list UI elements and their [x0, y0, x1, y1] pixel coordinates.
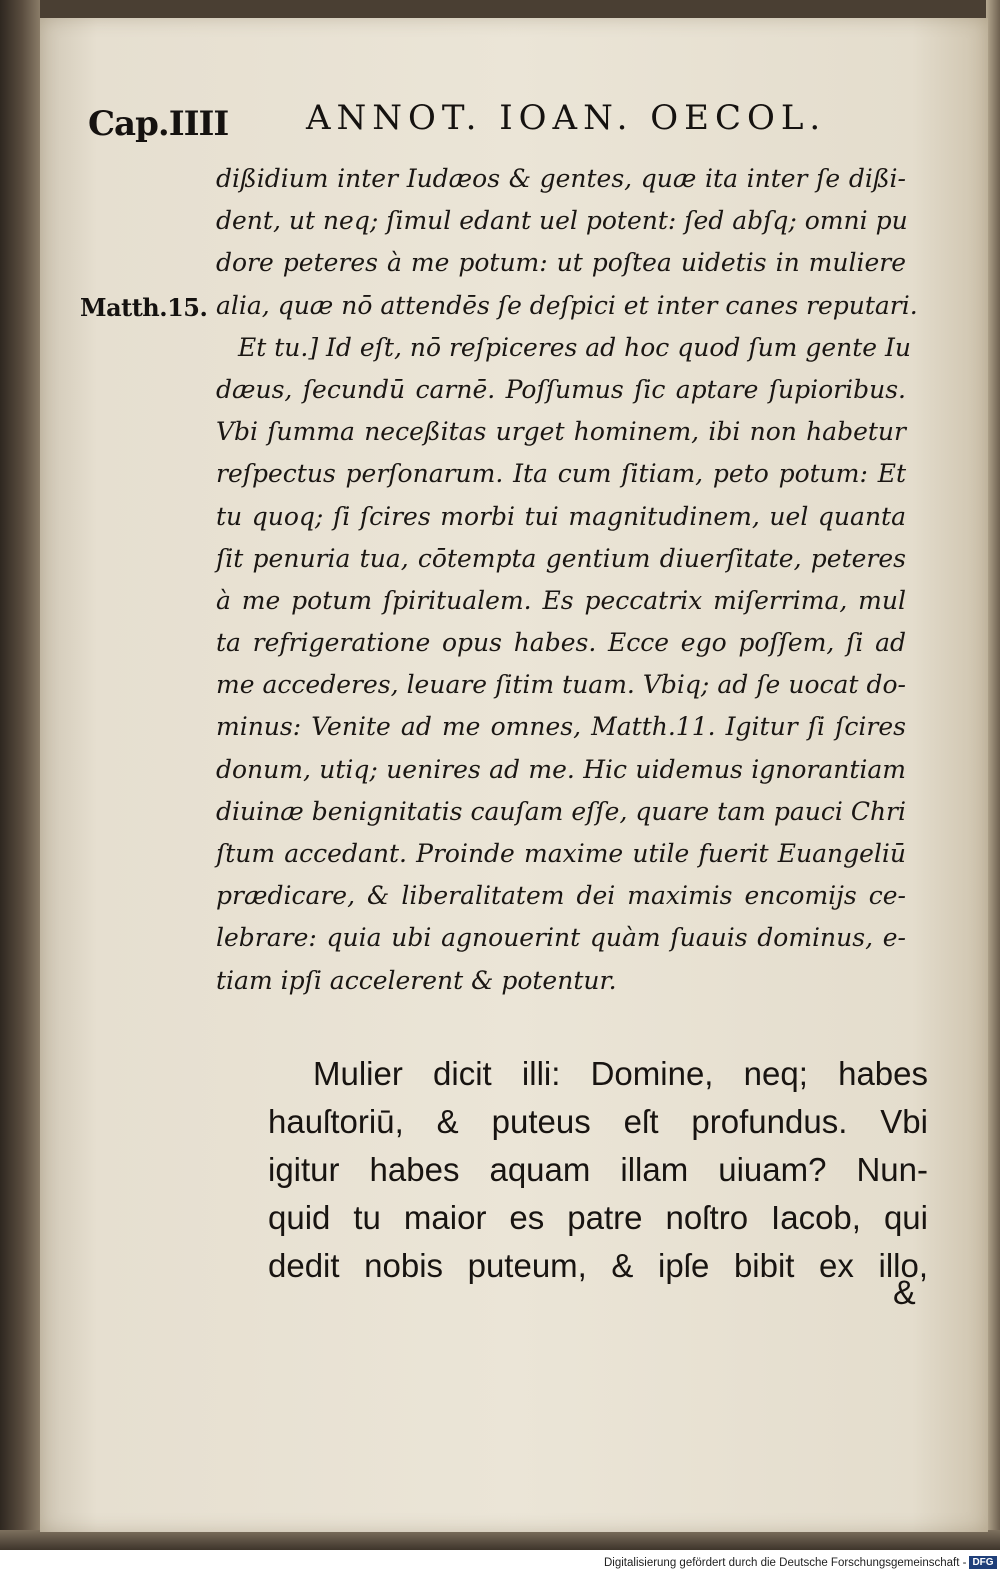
scripture-line: hauſtoriū, & puteus eſt profundus. Vbi: [268, 1103, 928, 1140]
commentary-line: minus: Venite ad me omnes, Matth.11. Igitur ſi ſcires: [216, 712, 906, 742]
binding-edge: [0, 0, 40, 1550]
commentary-line: tiam ipſi accelerent & potentur.: [216, 965, 617, 995]
commentary-line: diuinæ benignitatis cauſam eſſe, quare tam pauci Chri: [216, 796, 906, 826]
right-page-edge: [986, 0, 1000, 1550]
commentary-line: ta refrigeratione opus habes. Ecce ego poſſem, ſi ad: [216, 628, 906, 658]
commentary-line: ſtum accedant. Proinde maxime utile fuerit Euangeliū: [216, 839, 906, 868]
page-header: [88, 94, 848, 150]
commentary-line: donum, utiq; uenires ad me. Hic uidemus ignorantiam: [216, 754, 906, 784]
commentary-line: Vbi ſumma neceßitas urget hominem, ibi non habetur: [216, 417, 906, 447]
commentary-block: [216, 158, 918, 1002]
chapter-label: Cap.IIII: [88, 104, 229, 144]
scripture-line: quid tu maior es patre noſtro Iacob, qui: [268, 1199, 928, 1236]
scripture-line: Mulier dicit illi: Domine, neq; habes: [313, 1055, 928, 1092]
dfg-logo: DFG: [969, 1556, 996, 1569]
footer-text: Digitalisierung gefördert durch die Deutsche Forschungsgemeinschaft -: [604, 1557, 967, 1569]
digitization-footer: [604, 1552, 997, 1574]
commentary-line: dore peteres à me potum: ut poſtea uidetis in muliere: [216, 248, 906, 278]
commentary-line: lebrare: quia ubi agnouerint quàm ſuauis dominus, e-: [216, 923, 906, 953]
commentary-line: Et tu.] Id eſt, nō reſpiceres ad hoc quod ſum gente Iu: [238, 332, 911, 362]
margin-reference: Matth.15.: [80, 293, 208, 322]
commentary-line: me accederes, leuare ſitim tuam. Vbiq; ad ſe uocat do-: [216, 670, 906, 700]
commentary-line: reſpectus perſonarum. Ita cum ſitiam, peto potum: Et: [216, 459, 906, 489]
commentary-line: à me potum ſpiritualem. Es peccatrix miſerrima, mul: [216, 585, 906, 615]
bottom-page-edge: [0, 1530, 1000, 1550]
scripture-line: dedit nobis puteum, & ipſe bibit ex illo,: [268, 1247, 928, 1284]
commentary-line: dent, ut neq; ſimul edant uel potent: ſed abſq; omni pu: [216, 206, 908, 236]
commentary-line: dißidium inter Iudæos & gentes, quæ ita inter ſe dißi-: [216, 164, 906, 193]
commentary-line: dæus, ſecundū carnē. Poſſumus ſic aptare ſupioribus.: [216, 374, 906, 404]
scripture-line: igitur habes aquam illam uiuam? Nun-: [268, 1151, 928, 1188]
scripture-block: [268, 1050, 928, 1290]
commentary-line: prædicare, & liberalitatem dei maximis encomijs ce-: [216, 881, 906, 911]
commentary-line: tu quoq; ſi ſcires morbi tui magnitudinem, uel quanta: [216, 501, 906, 531]
commentary-line: alia, quæ nō attendēs ſe deſpici et inter canes reputari.: [216, 290, 918, 320]
running-head: ANNOT. IOAN. OECOL.: [306, 98, 827, 138]
commentary-line: ſit penuria tua, cōtempta gentium diuerſitate, peteres: [216, 543, 906, 573]
catchword: &: [893, 1274, 916, 1312]
